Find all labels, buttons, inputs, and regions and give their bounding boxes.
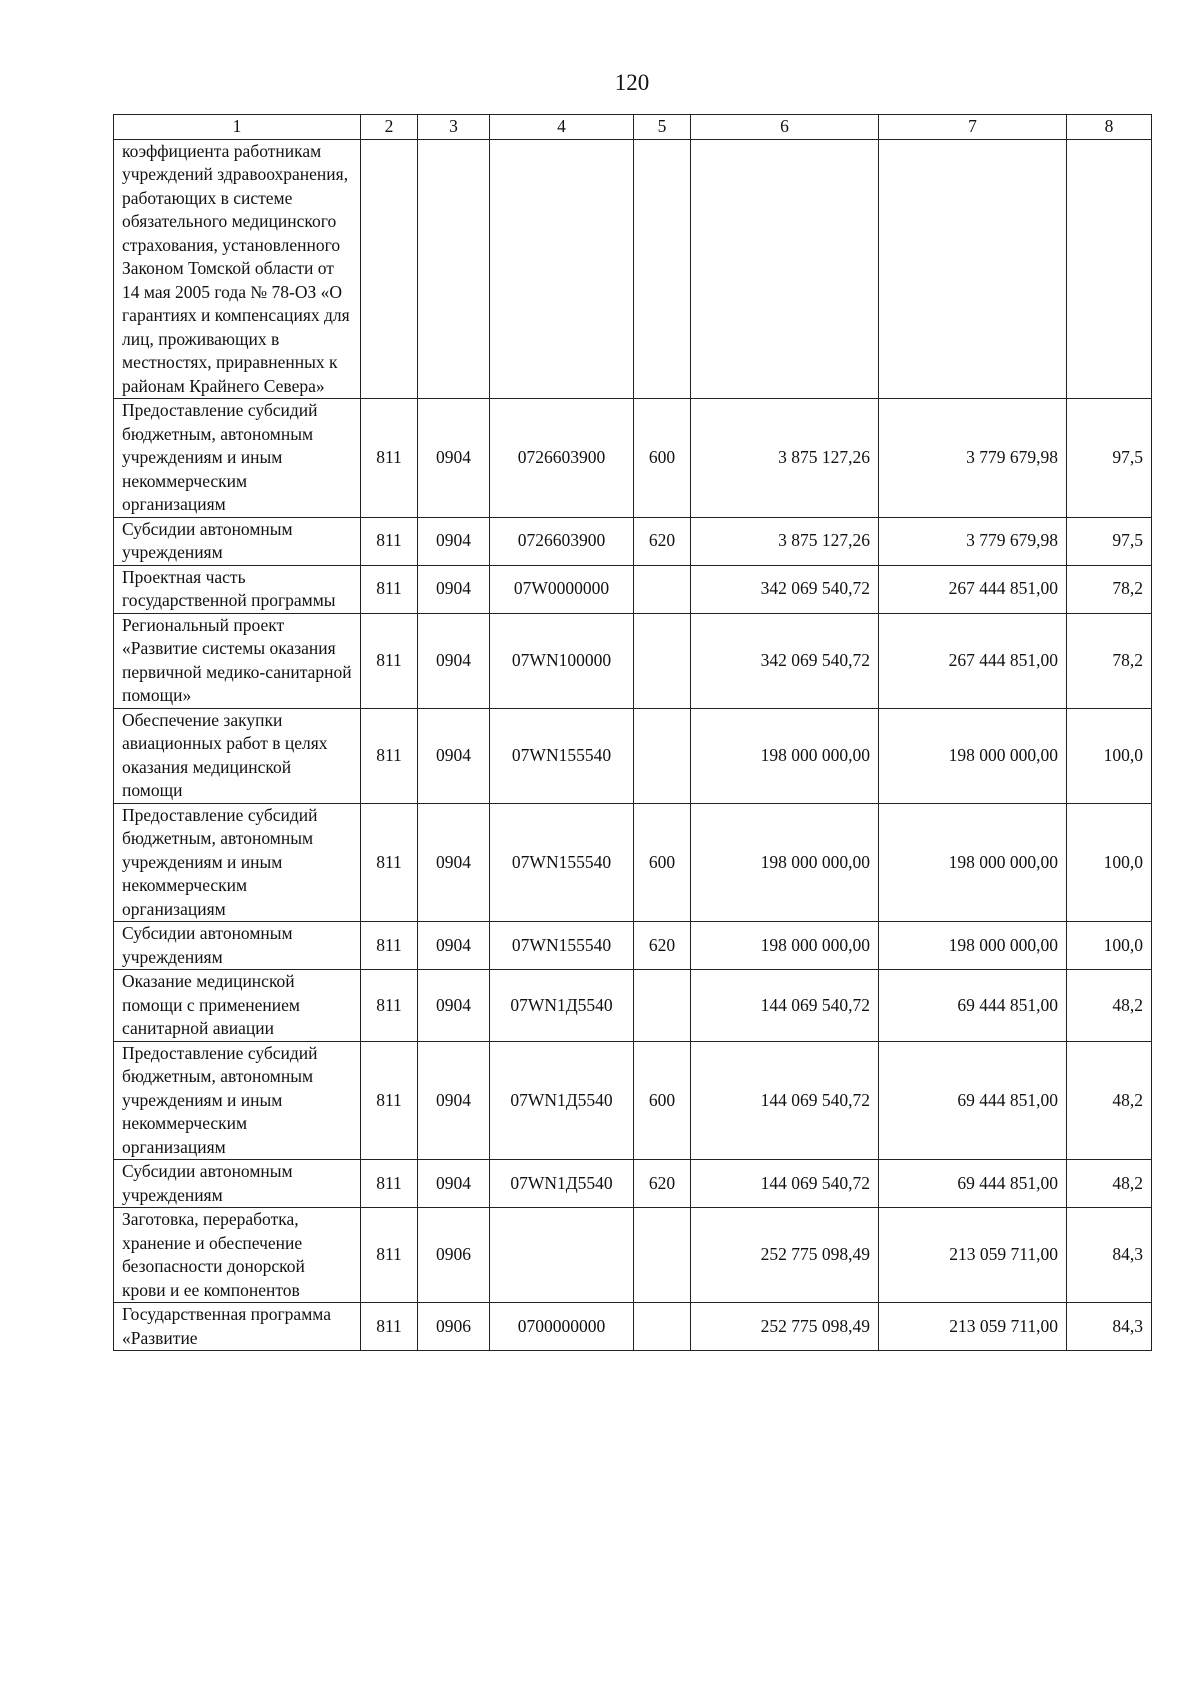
cell-col-5: 620 [634,922,691,970]
table-row [114,708,1152,803]
row-description: Субсидии автономным учреждениям [114,922,361,970]
cell-col-5: 620 [634,1160,691,1208]
cell-col-3: 0904 [418,565,490,613]
cell-col-7: 198 000 000,00 [879,803,1067,922]
cell-col-7: 3 779 679,98 [879,399,1067,518]
row-description: Предоставление субсидий бюджетным, автономным учреждениям и иным некоммерческим организациям [114,803,361,922]
header-col-3: 3 [418,115,490,140]
cell-col-4: 07W0000000 [490,565,634,613]
table-row [114,1041,1152,1160]
cell-col-6: 342 069 540,72 [691,565,879,613]
cell-col-8: 48,2 [1067,970,1152,1042]
table-row [114,1208,1152,1303]
cell-col-6: 144 069 540,72 [691,1160,879,1208]
header-col-1: 1 [114,115,361,140]
table-row [114,970,1152,1042]
cell-col-8: 100,0 [1067,922,1152,970]
cell-col-3: 0904 [418,922,490,970]
cell-col-4: 07WN1Д5540 [490,1041,634,1160]
cell-col-8 [1067,139,1152,399]
cell-col-2: 811 [361,922,418,970]
cell-col-5 [634,613,691,708]
cell-col-3: 0906 [418,1303,490,1351]
cell-col-5: 600 [634,399,691,518]
cell-col-6 [691,139,879,399]
cell-col-2 [361,139,418,399]
cell-col-2: 811 [361,970,418,1042]
cell-col-8: 97,5 [1067,399,1152,518]
cell-col-4: 0726603900 [490,399,634,518]
cell-col-8: 48,2 [1067,1160,1152,1208]
cell-col-2: 811 [361,1303,418,1351]
cell-col-4: 0726603900 [490,517,634,565]
cell-col-7 [879,139,1067,399]
header-row [114,115,1152,140]
cell-col-6: 3 875 127,26 [691,517,879,565]
cell-col-8: 78,2 [1067,613,1152,708]
cell-col-8: 100,0 [1067,708,1152,803]
cell-col-8: 78,2 [1067,565,1152,613]
cell-col-5 [634,970,691,1042]
cell-col-6: 144 069 540,72 [691,1041,879,1160]
cell-col-7: 69 444 851,00 [879,1041,1067,1160]
cell-col-8: 100,0 [1067,803,1152,922]
cell-col-6: 252 775 098,49 [691,1303,879,1351]
cell-col-3: 0904 [418,613,490,708]
table-row [114,1303,1152,1351]
cell-col-2: 811 [361,1208,418,1303]
header-col-5: 5 [634,115,691,140]
cell-col-3: 0904 [418,1160,490,1208]
cell-col-4: 07WN1Д5540 [490,1160,634,1208]
cell-col-3: 0904 [418,970,490,1042]
cell-col-4: 07WN1Д5540 [490,970,634,1042]
cell-col-8: 97,5 [1067,517,1152,565]
table-row [114,565,1152,613]
row-description: Предоставление субсидий бюджетным, автономным учреждениям и иным некоммерческим организациям [114,399,361,518]
header-col-4: 4 [490,115,634,140]
cell-col-3: 0904 [418,517,490,565]
cell-col-4 [490,1208,634,1303]
cell-col-2: 811 [361,565,418,613]
header-col-2: 2 [361,115,418,140]
cell-col-7: 3 779 679,98 [879,517,1067,565]
table-row [114,803,1152,922]
cell-col-3 [418,139,490,399]
cell-col-5 [634,565,691,613]
cell-col-5: 600 [634,1041,691,1160]
cell-col-7: 69 444 851,00 [879,970,1067,1042]
cell-col-2: 811 [361,613,418,708]
header-col-7: 7 [879,115,1067,140]
cell-col-7: 213 059 711,00 [879,1208,1067,1303]
cell-col-2: 811 [361,517,418,565]
cell-col-7: 267 444 851,00 [879,613,1067,708]
table-row [114,399,1152,518]
row-description: Предоставление субсидий бюджетным, автономным учреждениям и иным некоммерческим организациям [114,1041,361,1160]
cell-col-6: 198 000 000,00 [691,803,879,922]
row-description: коэффициента работникам учреждений здравоохранения, работающих в системе обязательного медицинского страхования, установленного Законом Томской области от 14 мая 2005 года № 78-ОЗ «О гарантиях и компенсациях для лиц, проживающих в местностях, приравненных к районам Крайнего Севера» [114,139,361,399]
cell-col-3: 0904 [418,803,490,922]
cell-col-7: 198 000 000,00 [879,922,1067,970]
cell-col-4 [490,139,634,399]
cell-col-7: 213 059 711,00 [879,1303,1067,1351]
table-row [114,1160,1152,1208]
header-col-6: 6 [691,115,879,140]
cell-col-2: 811 [361,708,418,803]
row-description: Обеспечение закупки авиационных работ в целях оказания медицинской помощи [114,708,361,803]
cell-col-8: 84,3 [1067,1303,1152,1351]
page-number: 120 [614,70,650,95]
cell-col-3: 0906 [418,1208,490,1303]
cell-col-4: 07WN155540 [490,922,634,970]
row-description: Региональный проект «Развитие системы оказания первичной медико-санитарной помощи» [114,613,361,708]
cell-col-4: 07WN155540 [490,803,634,922]
row-description: Субсидии автономным учреждениям [114,1160,361,1208]
row-description: Проектная часть государственной программы [114,565,361,613]
cell-col-2: 811 [361,399,418,518]
cell-col-7: 69 444 851,00 [879,1160,1067,1208]
cell-col-3: 0904 [418,1041,490,1160]
row-description: Заготовка, переработка, хранение и обеспечение безопасности донорской крови и ее компонентов [114,1208,361,1303]
table-row [114,613,1152,708]
row-description: Государственная программа «Развитие [114,1303,361,1351]
cell-col-5 [634,1208,691,1303]
cell-col-6: 342 069 540,72 [691,613,879,708]
cell-col-4: 07WN155540 [490,708,634,803]
row-description: Оказание медицинской помощи с применением санитарной авиации [114,970,361,1042]
cell-col-6: 198 000 000,00 [691,708,879,803]
cell-col-2: 811 [361,1041,418,1160]
cell-col-6: 252 775 098,49 [691,1208,879,1303]
cell-col-8: 48,2 [1067,1041,1152,1160]
cell-col-6: 198 000 000,00 [691,922,879,970]
cell-col-2: 811 [361,1160,418,1208]
table-row [114,139,1152,399]
cell-col-3: 0904 [418,399,490,518]
cell-col-4: 0700000000 [490,1303,634,1351]
cell-col-6: 3 875 127,26 [691,399,879,518]
cell-col-5 [634,1303,691,1351]
cell-col-3: 0904 [418,708,490,803]
cell-col-7: 198 000 000,00 [879,708,1067,803]
cell-col-7: 267 444 851,00 [879,565,1067,613]
cell-col-5 [634,139,691,399]
cell-col-5: 600 [634,803,691,922]
cell-col-6: 144 069 540,72 [691,970,879,1042]
table-row [114,922,1152,970]
cell-col-5 [634,708,691,803]
budget-table [113,114,1152,1351]
cell-col-5: 620 [634,517,691,565]
cell-col-2: 811 [361,803,418,922]
cell-col-8: 84,3 [1067,1208,1152,1303]
header-col-8: 8 [1067,115,1152,140]
cell-col-4: 07WN100000 [490,613,634,708]
table-row [114,517,1152,565]
row-description: Субсидии автономным учреждениям [114,517,361,565]
